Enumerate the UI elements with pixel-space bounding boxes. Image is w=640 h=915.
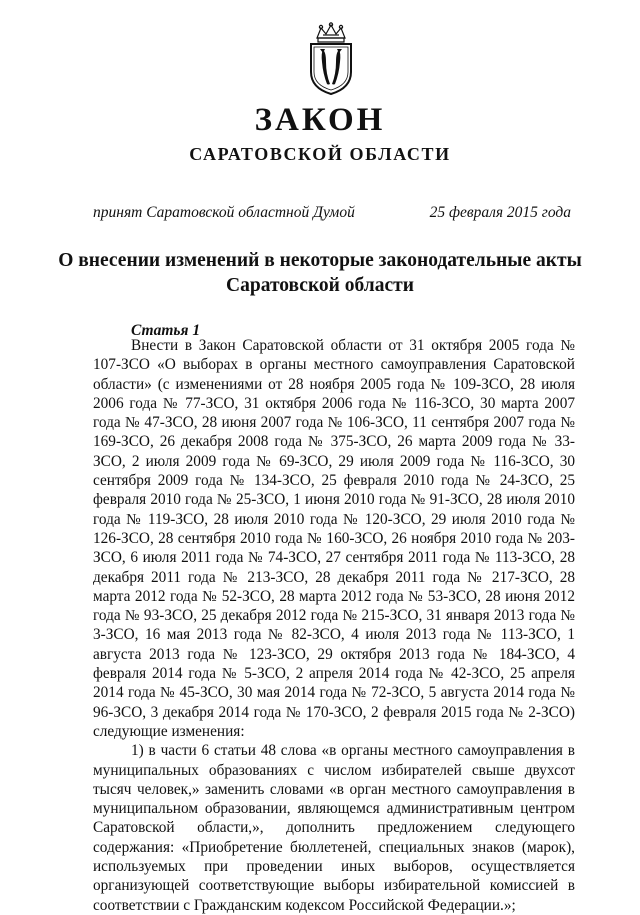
adoption-date: 25 февраля 2015 года	[429, 204, 571, 221]
adoption-line: принят Саратовской областной Думой	[93, 204, 355, 221]
law-title: О внесении изменений в некоторые законодательные акты Саратовской области	[58, 250, 582, 296]
document-subtitle: САРАТОВСКОЙ ОБЛАСТИ	[189, 144, 451, 164]
article-heading: Статья 1	[131, 322, 201, 339]
article-paragraph-item-1: 1) в части 6 статьи 48 слова «в органы местного самоуправления в муниципальных образованиях с числом избирателей свыше двухсот тысяч человек,» заменить словами «в орган местного самоуправления в муниципальном образовании, являющемся административным центром Саратовской области,», дополнить предложением следующего содержания: «Приобретение бюллетеней, специальных знаков (марок), используемых при проведении иных выборов, осуществляется организующей соответствующие выборы избирательной комиссией в соответствии с Гражданским кодексом Российской Федерации.»;	[93, 742, 575, 914]
saratov-coat-of-arms-icon	[303, 22, 359, 96]
article-body	[93, 336, 575, 915]
article-paragraph-intro: Внести в Закон Саратовской области от 31 октября 2005 года № 107-ЗСО «О выборах в органы местного самоуправления Саратовской области» (с изменениями от 28 ноября 2005 года № 109-ЗСО, 28 июля 2006 года № 77-ЗСО, 31 октября 2006 года № 116-ЗСО, 30 марта 2007 года № 47-ЗСО, 28 июня 2007 года № 106-ЗСО, 11 сентября 2007 года № 169-ЗСО, 26 декабря 2008 года № 375-ЗСО, 26 марта 2009 года № 33-ЗСО, 2 июля 2009 года № 69-ЗСО, 29 июля 2009 года № 116-ЗСО, 30 сентября 2009 года № 134-ЗСО, 25 февраля 2010 года № 24-ЗСО, 25 февраля 2010 года № 25-ЗСО, 1 июня 2010 года № 91-ЗСО, 28 июля 2010 года № 119-ЗСО, 28 июля 2010 года № 120-ЗСО, 29 июля 2010 года № 126-ЗСО, 28 сентября 2010 года № 160-ЗСО, 26 ноября 2010 года № 203-ЗСО, 6 июля 2011 года № 74-ЗСО, 27 сентября 2011 года № 113-ЗСО, 28 декабря 2011 года № 213-ЗСО, 28 декабря 2011 года № 217-ЗСО, 28 марта 2012 года № 52-ЗСО, 28 марта 2012 года № 53-ЗСО, 28 июня 2012 года № 93-ЗСО, 25 декабря 2012 года № 215-ЗСО, 31 января 2013 года № 3-ЗСО, 16 мая 2013 года № 82-ЗСО, 4 июля 2013 года № 113-ЗСО, 1 августа 2013 года № 123-ЗСО, 29 октября 2013 года № 184-ЗСО, 4 февраля 2014 года № 5-ЗСО, 2 апреля 2014 года № 42-ЗСО, 25 апреля 2014 года № 45-ЗСО, 30 мая 2014 года № 72-ЗСО, 5 августа 2014 года № 96-ЗСО, 3 декабря 2014 года № 170-ЗСО, 2 февраля 2015 года № 2-ЗСО) следующие изменения:	[93, 337, 575, 740]
document-title: ЗАКОН	[254, 102, 386, 138]
